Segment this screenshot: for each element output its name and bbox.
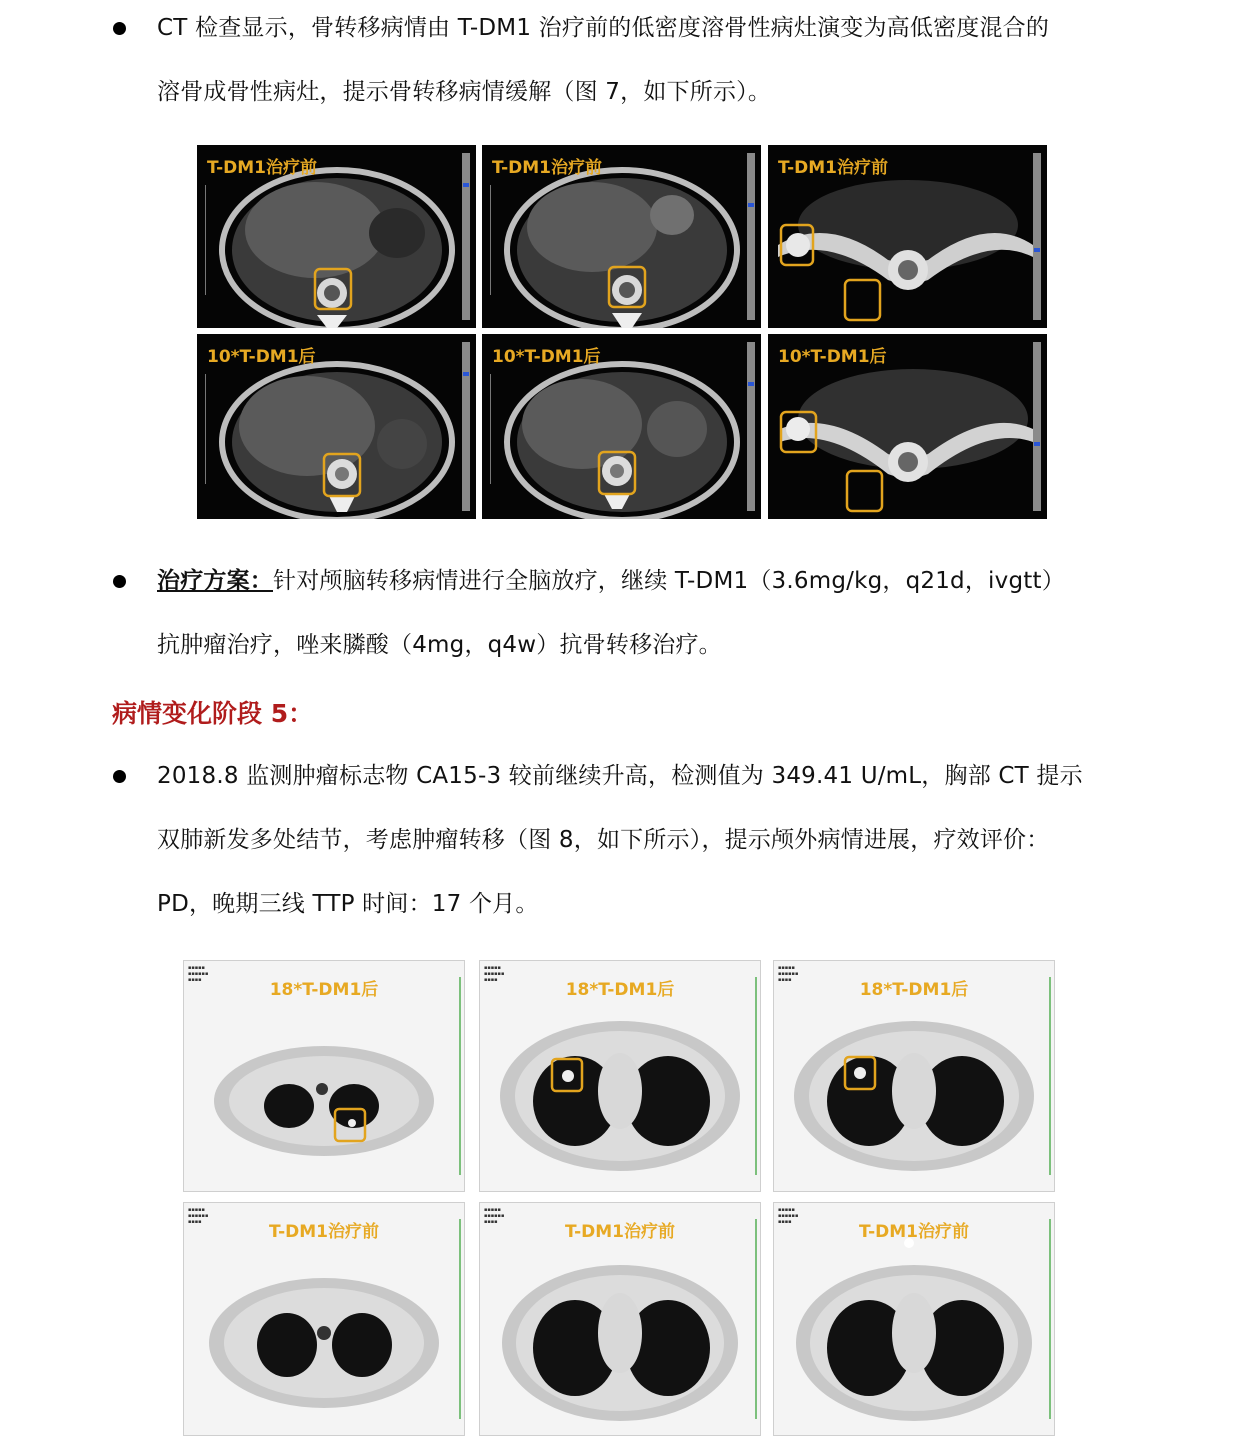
ct-caption: T-DM1治疗前 bbox=[564, 1222, 675, 1242]
ct-panel-before-2 bbox=[482, 145, 761, 328]
bullet-2 bbox=[113, 575, 126, 588]
ct-panel-after-3 bbox=[768, 334, 1047, 519]
ct-caption: T-DM1治疗前 bbox=[207, 158, 318, 178]
ct-panel-before-3 bbox=[768, 145, 1047, 328]
ct-panel-before-chest-3: ▪▪▪▪▪ ▪▪▪▪▪▪ ▪▪▪▪ T-DM1治疗前 bbox=[773, 1202, 1055, 1436]
ct-panel-after-chest-3: ▪▪▪▪▪ ▪▪▪▪▪▪ ▪▪▪▪ 18*T-DM1后 bbox=[773, 960, 1055, 1192]
ct-figure-chest bbox=[183, 960, 1055, 1436]
ct-caption: T-DM1治疗前 bbox=[268, 1222, 379, 1242]
ct-panel-after-1 bbox=[197, 334, 476, 519]
ct-caption: 18*T-DM1后 bbox=[565, 980, 675, 1000]
para2-line2: 抗肿瘤治疗，唑来膦酸（4mg，q4w）抗骨转移治疗。 bbox=[157, 632, 722, 658]
ct-panel-after-chest-1: ▪▪▪▪▪ ▪▪▪▪▪▪ ▪▪▪▪ 18*T-DM1后 bbox=[183, 960, 465, 1192]
ct-panel-after-chest-2: ▪▪▪▪▪ ▪▪▪▪▪▪ ▪▪▪▪ 18*T-DM1后 bbox=[479, 960, 761, 1192]
ct-panel-after-2 bbox=[482, 334, 761, 519]
ct-figure-bone bbox=[197, 145, 1047, 519]
ct-panel-before-chest-1: ▪▪▪▪▪ ▪▪▪▪▪▪ ▪▪▪▪ T-DM1治疗前 bbox=[183, 1202, 465, 1436]
para1-line1: CT 检查显示，骨转移病情由 T-DM1 治疗前的低密度溶骨性病灶演变为高低密度混合的 bbox=[157, 15, 1050, 41]
window-slider bbox=[1033, 342, 1041, 511]
treatment-plan-label: 治疗方案： bbox=[157, 568, 273, 594]
ct-caption: T-DM1治疗前 bbox=[858, 1222, 969, 1242]
ct-panel-before-1 bbox=[197, 145, 476, 328]
para3-line2: 双肺新发多处结节，考虑肿瘤转移（图 8，如下所示），提示颅外病情进展，疗效评价： bbox=[157, 827, 1050, 853]
section-heading: 病情变化阶段 5： bbox=[112, 699, 314, 728]
para2-line1 bbox=[157, 566, 1065, 596]
ct-caption: 18*T-DM1后 bbox=[859, 980, 969, 1000]
bullet-1 bbox=[113, 22, 126, 35]
window-slider bbox=[747, 153, 755, 320]
ct-caption: 18*T-DM1后 bbox=[269, 980, 379, 1000]
para1-line2: 溶骨成骨性病灶，提示骨转移病情缓解（图 7，如下所示）。 bbox=[157, 79, 772, 105]
para3-line3: PD，晚期三线 TTP 时间：17 个月。 bbox=[157, 891, 539, 917]
ct-caption: 10*T-DM1后 bbox=[492, 347, 601, 367]
ct-panel-before-chest-2: ▪▪▪▪▪ ▪▪▪▪▪▪ ▪▪▪▪ T-DM1治疗前 bbox=[479, 1202, 761, 1436]
window-slider bbox=[462, 153, 470, 320]
window-slider bbox=[1033, 153, 1041, 320]
window-slider bbox=[462, 342, 470, 511]
ct-caption: 10*T-DM1后 bbox=[207, 347, 316, 367]
window-slider bbox=[747, 342, 755, 511]
para2-line1-text: 针对颅脑转移病情进行全脑放疗，继续 T-DM1（3.6mg/kg，q21d，ivgtt） bbox=[273, 568, 1065, 594]
para3-line1: 2018.8 监测肿瘤标志物 CA15-3 较前继续升高，检测值为 349.41 U/mL，胸部 CT 提示 bbox=[157, 763, 1083, 789]
ct-caption: T-DM1治疗前 bbox=[492, 158, 603, 178]
ct-caption: 10*T-DM1后 bbox=[778, 347, 887, 367]
ct-caption: T-DM1治疗前 bbox=[778, 158, 889, 178]
bullet-3 bbox=[113, 770, 126, 783]
